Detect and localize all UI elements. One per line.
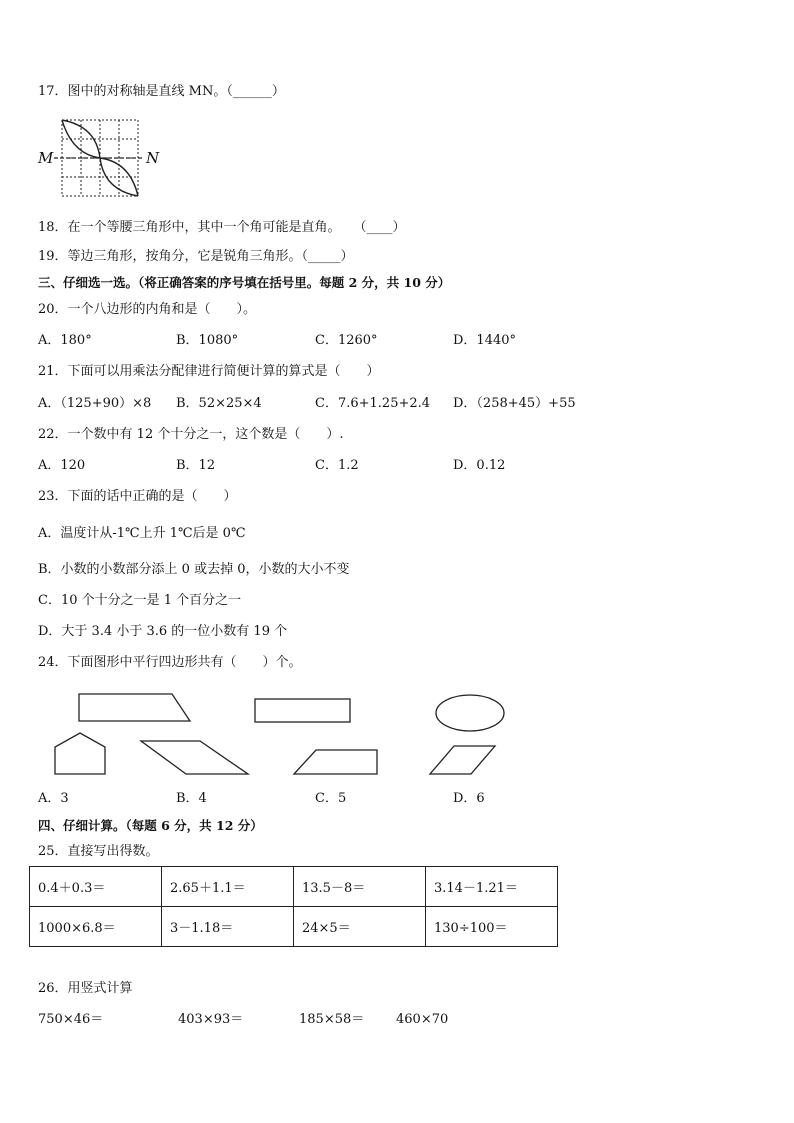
q20-option-b: B．1080° (176, 333, 239, 348)
question-21: 21．下面可以用乘法分配律进行简便计算的算式是（ ） (38, 364, 380, 379)
q21-option-c: C．7.6+1.25+2.4 (315, 396, 431, 411)
q24-option-a: A．3 (38, 791, 69, 806)
q22-option-d: D．0.12 (453, 458, 506, 473)
table-cell: 3－1.18＝ (162, 907, 294, 947)
table-row (30, 867, 558, 907)
q22-option-c: C．1.2 (315, 458, 359, 473)
question-18: 18．在一个等腰三角形中，其中一个角可能是直角。 （____） (38, 220, 406, 235)
question-24: 24．下面图形中平行四边形共有（ ）个。 (38, 655, 302, 670)
question-17: 17．图中的对称轴是直线 MN。（______） (38, 84, 285, 99)
question-19: 19．等边三角形，按角分，它是锐角三角形。（_____） (38, 249, 354, 264)
ellipse-shape (436, 695, 504, 731)
q22-option-a: A．120 (38, 458, 86, 473)
q23-option-d: D．大于 3.4 小于 3.6 的一位小数有 19 个 (38, 624, 288, 639)
q23-option-a: A．温度计从-1℃上升 1℃后是 0℃ (38, 526, 246, 541)
table-cell: 1000×6.8＝ (30, 907, 162, 947)
q21-option-b: B．52×25×4 (176, 396, 262, 411)
table-cell: 2.65＋1.1＝ (162, 867, 294, 907)
trapezoid-shape (294, 750, 377, 774)
parallelogram-shape-2 (430, 746, 495, 774)
question-22: 22．一个数中有 12 个十分之一，这个数是（ ）. (38, 427, 344, 442)
question-25: 25．直接写出得数。 (38, 844, 159, 859)
label-m: M (38, 149, 54, 167)
section-3-title: 三、仔细选一选。（将正确答案的序号填在括号里。每题 2 分，共 10 分） (38, 275, 451, 290)
q23-option-b: B．小数的小数部分添上 0 或去掉 0，小数的大小不变 (38, 562, 350, 577)
table-cell: 24×5＝ (294, 907, 426, 947)
rectangle-shape (255, 699, 350, 722)
table-row (30, 907, 558, 947)
q20-option-c: C．1260° (315, 333, 378, 348)
parallelogram-shape-1 (141, 741, 248, 774)
q23-option-c: C．10 个十分之一是 1 个百分之一 (38, 593, 242, 608)
q24-option-c: C．5 (315, 791, 347, 806)
q26-item-2: 403×93＝ (178, 1012, 244, 1027)
mental-calc-table (29, 866, 558, 947)
q22-option-b: B．12 (176, 458, 216, 473)
pentagon-shape (55, 733, 105, 774)
q26-item-4: 460×70 (396, 1012, 449, 1027)
section-4-title: 四、仔细计算。（每题 6 分，共 12 分） (38, 818, 263, 833)
table-cell: 0.4＋0.3＝ (30, 867, 162, 907)
shapes-figure (0, 688, 560, 780)
table-cell: 130÷100＝ (426, 907, 558, 947)
question-23: 23．下面的话中正确的是（ ） (38, 489, 237, 504)
q21-option-d: D．（258+45）+55 (453, 396, 576, 411)
q26-item-3: 185×58＝ (299, 1012, 365, 1027)
q20-option-d: D．1440° (453, 333, 517, 348)
q24-option-d: D．6 (453, 791, 485, 806)
question-20: 20．一个八边形的内角和是（ ）。 (38, 302, 257, 317)
question-26: 26．用竖式计算 (38, 981, 133, 996)
symmetry-grid-figure (38, 118, 162, 198)
table-cell: 13.5－8＝ (294, 867, 426, 907)
q24-option-b: B．4 (176, 791, 207, 806)
q20-option-a: A．180° (38, 333, 92, 348)
q26-item-1: 750×46＝ (38, 1012, 104, 1027)
right-trapezoid-shape (79, 694, 190, 721)
table-cell: 3.14－1.21＝ (426, 867, 558, 907)
label-n: N (146, 149, 160, 167)
q21-option-a: A．（125+90）×8 (38, 396, 152, 411)
